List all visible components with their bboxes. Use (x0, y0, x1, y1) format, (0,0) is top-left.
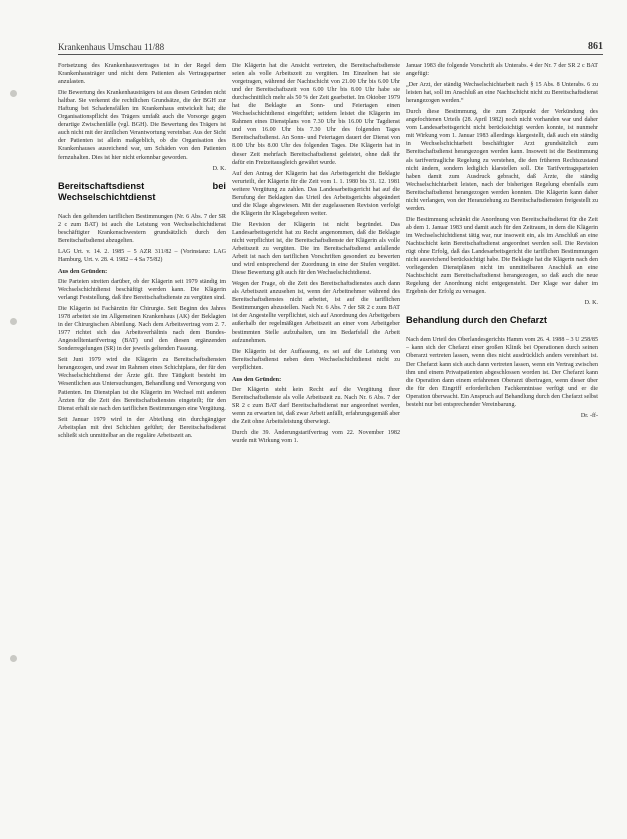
paragraph: Seit Juni 1979 wird die Klägerin zu Bereitschaftsdiensten herangezogen, und zwar im Rahmen eines Schichtplans, der für den Wechselschichtdienst der Ärzte gilt. Ihre Tätigkeit besteht im Wesentlichen aus Untersuchungen, Behandlung und Versorgung von Patienten. Im Dienstplan ist die Klägerin im Wechsel mit anderen Ärzten für die Zeit des Bereitschaftsdienstes eingeteilt; für den Dienst erhält sie nach den tariflichen Bestimmungen eine Vergütung. (58, 357, 226, 412)
paragraph: Fortsetzung des Krankenhausvertrages ist in der Regel dem Krankenhausträger und nicht dem Patienten als Vertragspartner anzulasten. (58, 63, 226, 86)
column-middle (232, 62, 400, 832)
paragraph: Nach dem Urteil des Oberlandesgerichts Hamm vom 26. 4. 1988 – 3 U 258/85 – kann sich der Chefarzt einer großen Klinik bei Operationen durch seinen Oberarzt vertreten lassen, wenn dies nicht ausdrücklich anders vereinbart ist. Der Chefarzt kann sich auch dann vertreten lassen, wenn ein Vertrag zwischen ihm und einem Privatpatienten abgeschlossen worden ist. Der Chefarzt kann die Operation dann einem erfahrenen Oberarzt übertragen, wenn dieser über die für den Eingriff erforderlichen Fachkenntnisse verfügt und er die Operation überwacht. Ein Anspruch auf Behandlung durch den Chefarzt selbst besteht nur bei entsprechender Vereinbarung. (406, 337, 598, 408)
paragraph: Die Revision der Klägerin ist nicht begründet. Das Landesarbeitsgericht hat zu Recht angenommen, daß die Beklagte nicht verpflichtet ist, die Bereitschaftsdienste der Klägerin als volle Arbeitszeit zu vergüten. Die im Bereitschaftsdienst anfallende Arbeit ist nach den tariflichen Vorschriften gesondert zu bewerten und wird entsprechend der Zuordnung in eine der Stufen vergütet. Diese Bewertung gilt auch für den Wechselschichtdienst. (232, 221, 400, 277)
journal-title: Krankenhaus Umschau 11/88 (58, 42, 165, 52)
paragraph: Seit Januar 1979 wird in der Abteilung ein durchgängiger Arbeitsplan mit drei Schichten geführt; der Bereitschaftsdienst schließt sich unmittelbar an die reguläre Arbeitszeit an. (58, 416, 226, 439)
column-right (406, 62, 598, 832)
paragraph: Januar 1983 die folgende Vorschrift als Unterabs. 4 der Nr. 7 der SR 2 c BAT angefügt: (406, 63, 598, 78)
paragraph: Die Bestimmung schränkt die Anordnung von Bereitschaftsdienst für die Zeit ab dem 1. Januar 1983 und damit auch für den Zeitraum, in dem die Klägerin im Wechselschichtdienst tätig war, nur insoweit ein, als im Anschluß an eine Nachtschicht kein Bereitschaftsdienst angeordnet werden soll. Die Revision rügt ohne Erfolg, daß das Landesarbeitsgericht die tariflichen Bestimmungen nicht ausreichend berücksichtigt habe. Die Beklagte hat die Klägerin nach den vorliegenden Dienstplänen nicht im unmittelbaren Anschluß an eine Nachtschicht zum Bereitschaftsdienst herangezogen, so daß auch die neue Regelung der Anordnung nicht entgegensteht. Der Klage war daher im Ergebnis der Erfolg zu versagen. (406, 216, 598, 296)
paragraph: Auf den Antrag der Klägerin hat das Arbeitsgericht die Beklagte verurteilt, der Klägerin für die Zeit vom 1. 1. 1980 bis 31. 12. 1981 weitere Vergütung zu zahlen. Das Landesarbeitsgericht hat auf die Berufung der Beklagten das Urteil des Arbeitsgerichts abgeändert und die Klage abgewiesen. Mit der zugelassenen Revision verfolgt die Klägerin ihr Klagebegehren weiter. (232, 170, 400, 217)
punch-hole-bottom (10, 655, 17, 662)
punch-hole-top (10, 90, 17, 97)
paragraph: Durch die 39. Änderungstarifvertrag vom 22. November 1982 wurde mit Wirkung vom 1. (232, 429, 400, 445)
paragraph: Die Klägerin hat die Ansicht vertreten, die Bereitschaftsdienste seien als volle Arbeitszeit zu vergüten. Im Einzelnen hat sie vorgetragen, während der Nachtschicht von 21.00 Uhr bis 6.00 Uhr und der Bereitschaftszeit von 6.00 Uhr bis 8.00 Uhr habe sie durchschnittlich mehr als 50 % der Zeit gearbeitet. Im Oktober 1979 hat die Beklagte an Sonn- und Feiertagen einen Wechselschichtdienst eingeführt; seitdem leistet die Klägerin im Rahmen eines Dienstplans von 7.30 Uhr bis 16.00 Uhr Tagdienst und von 16.00 Uhr bis 7.30 Uhr des folgenden Tages Bereitschaftsdienst. An Sonn- und Feiertagen dauert der Dienst von 8.00 Uhr bis 8.00 Uhr des folgenden Tages. Die Klägerin hat in dieser Zeit mehrfach Bereitschaftsdienst geleistet, ohne daß ihr dafür ein Freizeitausgleich gewährt wurde. (232, 63, 400, 166)
paragraph: Die Klägerin ist Fachärztin für Chirurgie. Seit Beginn des Jahres 1978 arbeitet sie im Allgemeinen Krankenhaus (AK) der Beklagten in der Chirurgischen Abteilung. Nach dem Arbeitsvertrag vom 2. 7. 1977 richtet sich das Arbeitsverhältnis nach dem Bundes-Angestelltentarifvertrag (BAT) und den diesen ergänzenden Sonderregelungen (SR) in der jeweils geltenden Fassung. (58, 306, 226, 353)
section-heading: Aus den Gründen: (58, 267, 108, 275)
page-number: 861 (588, 41, 603, 52)
page-header (58, 38, 603, 52)
paragraph: Nach den geltenden tariflichen Bestimmungen (Nr. 6 Abs. 7 der SR 2 c zum BAT) ist auch die Leistung von Wechselschichtdienst beschäftigter Krankenschwestern grundsätzlich durch den Bereitschaftsdienst abzugelten. (58, 213, 226, 244)
paragraph: Die Bewertung des Krankenhausträgers ist aus diesen Gründen nicht haltbar. Sie verkennt die rechtlichen Grundsätze, die der BGH zur Haftung bei Schadensfällen im Krankenhaus entwickelt hat; die Organisationspflicht des Trägers umfaßt auch die Vorsorge gegen derartige Zwischenfälle (vgl. BGH). Die Bewertung des Trägers ist auch nicht mit der ärztlichen Verantwortung vereinbar. Aus der Sicht der Patienten ist allein maßgeblich, ob die Organisation des Krankenhauses ausreichend war, um Schäden von den Patienten fernzuhalten. Dies ist hier nicht erkennbar geworden. (58, 90, 226, 161)
paragraph: Die Klägerin ist der Auffassung, es sei auf die Leistung von Bereitschaftsdienst neben dem Wechselschichtdienst nicht zu verpflichten. (232, 348, 400, 371)
case-citation: LAG Urt. v. 14. 2. 1985 – 5 AZR 311/82 – (Vorinstanz: LAG Hamburg, Urt. v. 28. 4. 1982 – 4 Sa 75/82) (58, 248, 226, 263)
paragraph: Wegen der Frage, ob die Zeit des Bereitschaftsdienstes auch dann als Arbeitszeit anzusehen ist, wenn der Arbeitnehmer während des Bereitschaftsdienstes nicht arbeitet, ist auf die tariflichen Bestimmungen abzustellen. Nach Nr. 6 Abs. 7 der SR 2 c zum BAT ist der Angestellte verpflichtet, sich auf Anordnung des Arbeitgebers außerhalb der regelmäßigen Arbeitszeit an einer vom Arbeitgeber bestimmten Stelle aufzuhalten, um im Bedarfsfall die Arbeit aufzunehmen. (232, 281, 400, 344)
paragraph: Der Klägerin steht kein Recht auf die Vergütung ihrer Bereitschaftsdienste als volle Arbeitszeit zu. Nach Nr. 6 Abs. 7 der SR 2 c zum BAT darf Bereitschaftsdienst nur angeordnet werden, wenn zu erwarten ist, daß zwar Arbeit anfällt, erfahrungsgemäß aber die Zeit ohne Arbeitsleistung überwiegt. (232, 386, 400, 425)
paragraph: Die Parteien streiten darüber, ob der Klägerin seit 1979 ständig im Wechselschichtdienst beschäftigt werden kann. Die Klägerin verlangt Feststellung, daß ihre Bereitschaftsdienste zu vergüten sind. (58, 278, 226, 301)
section-heading: Aus den Gründen: (232, 375, 282, 383)
header-rule (58, 54, 603, 55)
article-heading: Bereitschaftsdienst bei Wechselschichtdienst (58, 180, 226, 202)
author-initials: Dr. -ff- (580, 412, 598, 419)
article-heading: Behandlung durch den Chefarzt (406, 315, 548, 326)
punch-hole-middle (10, 318, 17, 325)
author-initials: D. K. (584, 300, 598, 307)
quoted-provision: „Der Arzt, der ständig Wechselschichtarbeit nach § 15 Abs. 8 Unterabs. 6 zu leisten hat, soll im Anschluß an eine Nachtschicht nicht zu Bereitschaftsdienst herangezogen werden.“ (406, 82, 598, 105)
author-initials: D. K. (212, 165, 226, 172)
paragraph: Durch diese Bestimmung, die zum Zeitpunkt der Verkündung des angefochtenen Urteils (28. April 1982) noch nicht vorhanden war und daher vom Landesarbeitsgericht nicht berücksichtigt werden konnte, ist nunmehr mit Wirkung vom 1. Januar 1983 allerdings klargestellt, daß auch ein ständig in Wechselschichtarbeit beschäftigter Arzt grundsätzlich zum Bereitschaftsdienst herangezogen werden kann. Insoweit ist die Bestimmung als tarifvertragliche Regelung zu verstehen, die den früheren Rechtszustand nicht ändern, sondern lediglich klarstellen soll. Die Tarifvertragsparteien haben damit zum Ausdruck gebracht, daß Ärzte, die ständig Wechselschichtarbeit leisten, nach der bisherigen Regelung ebenfalls zum Bereitschaftsdienst herangezogen werden konnten. Die Klägerin kann daher nicht verlangen, von der Heranziehung zu Bereitschaftsdiensten freigestellt zu werden. (406, 109, 598, 212)
column-left (58, 62, 226, 832)
